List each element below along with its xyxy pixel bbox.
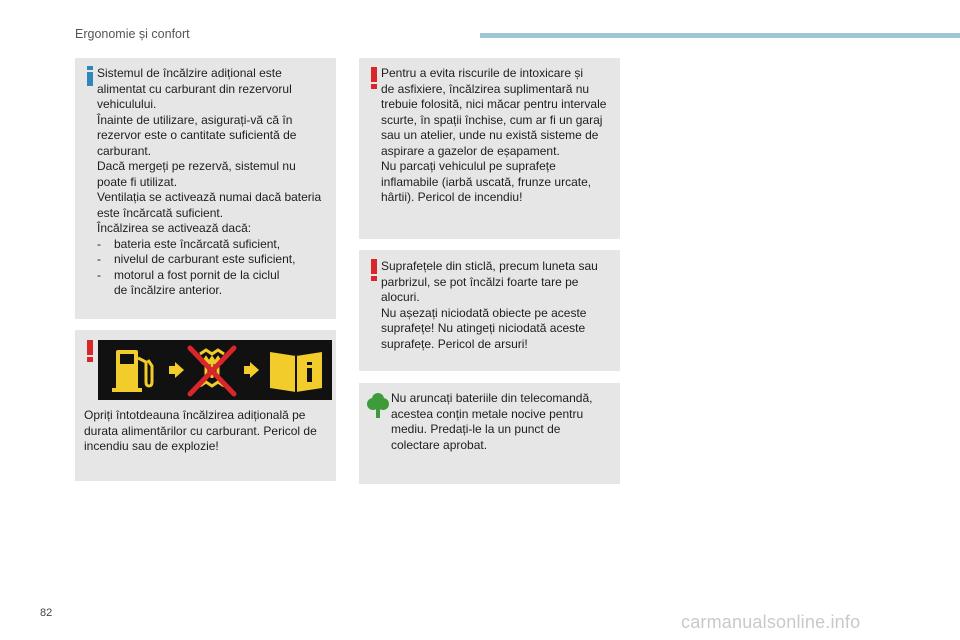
warning-box-intoxication-text [381, 66, 621, 206]
warning-text-line: suprafețe. Pericol de arsuri! [381, 336, 528, 351]
info-text-line: este încărcată suficient. [97, 205, 224, 220]
warning-text-line: parbrizul, se pot încălzi foarte tare pe [381, 274, 579, 289]
warning-text-line: scurte, în spații închise, cum ar fi un garaj [381, 112, 603, 127]
warning-icon [370, 67, 378, 89]
watermark: carmanualsonline.info [681, 612, 861, 632]
info-text-line: Ventilația se activează numai dacă bateria [97, 190, 322, 204]
eco-box-battery-text [391, 391, 617, 453]
warning-text-line: Nu așezați niciodată obiecte pe aceste [381, 305, 587, 320]
section-title: Ergonomie și confort [75, 27, 190, 41]
warning-text-line: Pentru a evita riscurile de intoxicare și [381, 66, 584, 80]
warning-text-line: trebuie folosită, nici măcar pentru intervale [381, 97, 607, 111]
list-item: - motorul a fost pornit de la ciclul de încălzire anterior. [97, 268, 335, 299]
warning-box-glass-text [381, 259, 619, 352]
info-text-line: alimentat cu carburant din rezervorul [97, 81, 292, 96]
info-text-line: rezervor este o cantitate suficientă de [97, 128, 297, 142]
warning-text-line: Suprafețele din sticlă, precum luneta sau [381, 259, 598, 273]
info-box-fuel-text [97, 66, 335, 299]
info-text-line: vehiculului. [97, 97, 157, 111]
info-icon [86, 66, 94, 86]
header-accent-bar [480, 33, 960, 38]
warning-text-line: suprafețe! Nu atingeți niciodată aceste [381, 321, 586, 335]
warning-box-glass [359, 250, 620, 371]
list-item: - bateria este încărcată suficient, [97, 237, 335, 253]
warning-text-line: Nu parcați vehiculul pe suprafețe [381, 159, 556, 173]
warning-pictogram-panel [98, 340, 332, 400]
warning-icon [370, 259, 378, 281]
warning-text-line: hârtii). Pericol de incendiu! [381, 190, 523, 204]
info-text-line: Încălzirea se activează dacă: [97, 221, 252, 235]
eco-text-line: mediu. Predați-le la un punct de [391, 422, 561, 436]
arrow-right-icon [244, 362, 259, 378]
info-text-line: carburant. [97, 143, 152, 158]
warning-box-intoxication [359, 58, 620, 239]
eco-text-line: Nu aruncați bateriile din telecomandă, [391, 391, 593, 405]
page-number: 82 [40, 607, 53, 619]
eco-text-line: colectare aprobat. [391, 437, 488, 452]
info-text-line: poate fi utilizat. [97, 174, 178, 189]
warning-text-line: inflamabile (iarbă uscată, frunze urcate, [381, 174, 592, 189]
info-box-fuel [75, 58, 336, 319]
warning-text-line: alocuri. [381, 290, 420, 304]
info-text-line: Înainte de utilizare, asigurați-vă că în [97, 112, 293, 127]
warning-text-line: de asfixiere, încălzirea suplimentară nu [381, 81, 590, 96]
arrow-right-icon [169, 362, 184, 378]
condition-list [97, 237, 335, 299]
warning-box-refuel-text: Opriți întotdeauna încălzirea adițională pe durata alimentărilor cu carburant. Pericol de incendiu sau de explozie! [84, 408, 317, 453]
info-text-line: Sistemul de încălzire adițional este [97, 66, 282, 80]
list-item: - nivelul de carburant este suficient, [97, 252, 335, 268]
warning-text-line: aspirare a gazelor de eșapament. [381, 143, 560, 158]
eco-tree-icon [367, 392, 389, 418]
manual-book-icon [270, 352, 322, 392]
warning-text-line: sau un atelier, unde nu există sisteme de [381, 128, 599, 142]
warning-icon [86, 340, 94, 362]
info-text-line: Dacă mergeți pe rezervă, sistemul nu [97, 159, 296, 173]
eco-text-line: acestea conțin metale nocive pentru [391, 406, 584, 421]
